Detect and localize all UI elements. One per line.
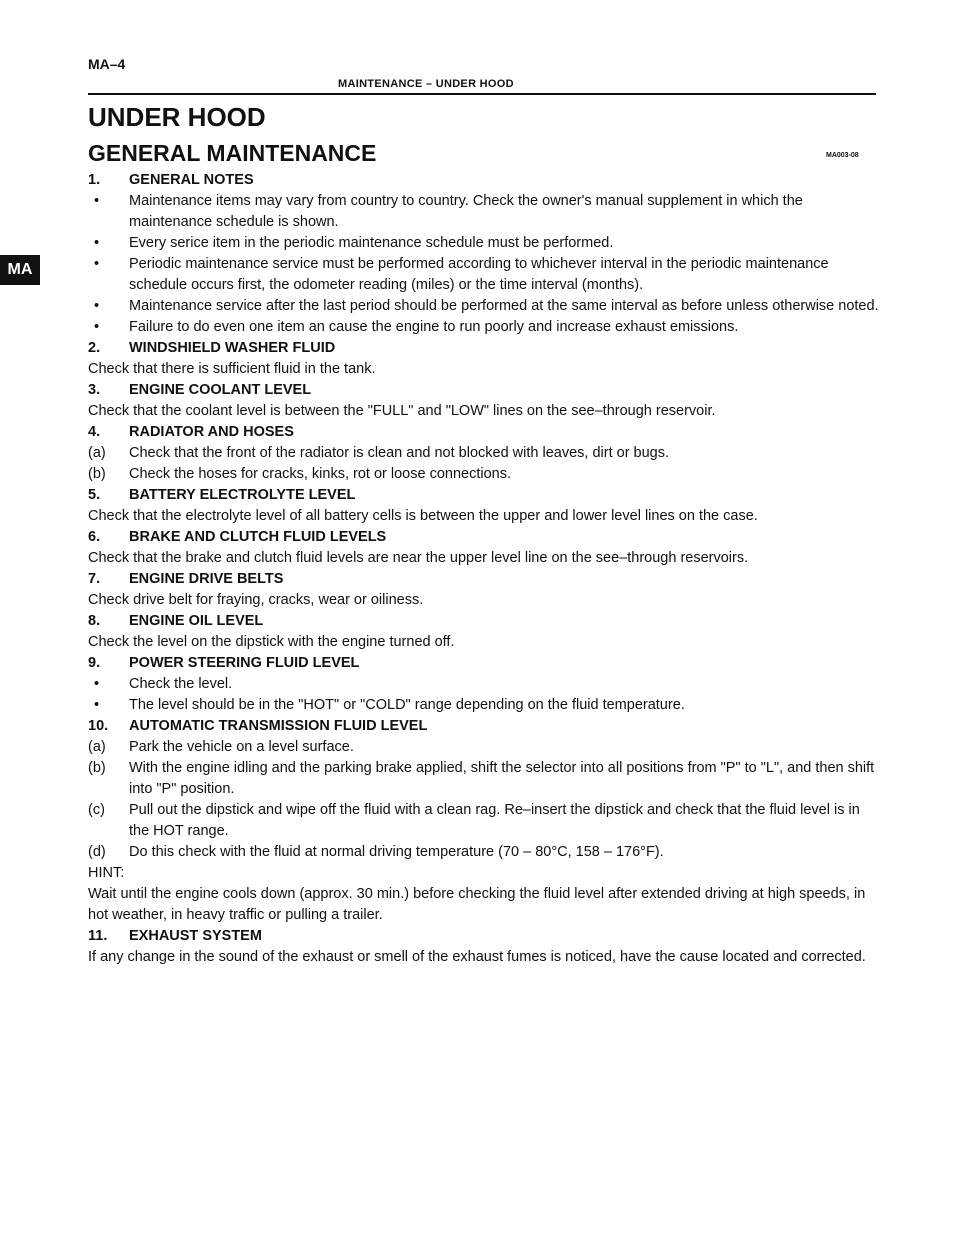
section-text: Check that the brake and clutch fluid levels are near the upper level line on the see–through reservoirs. xyxy=(88,550,749,566)
sub-item-mark: (a) xyxy=(88,739,106,755)
sub-item-mark: (b) xyxy=(88,760,106,776)
sub-item: (a) Park the vehicle on a level surface. xyxy=(88,737,880,758)
section-number: 11. xyxy=(88,928,108,944)
section-text: Check that the coolant level is between the "FULL" and "LOW" lines on the see–through reservoir. xyxy=(88,403,716,419)
section-text: If any change in the sound of the exhaust or smell of the exhaust fumes is noticed, have the cause located and corrected. xyxy=(88,949,866,965)
section-heading xyxy=(88,527,880,548)
bullet-item: • Maintenance items may vary from country to country. Check the owner's manual supplement in which the maintenance schedule is shown. xyxy=(88,191,880,233)
sub-item-mark: (b) xyxy=(88,466,106,482)
bullet-item: • Failure to do even one item an cause the engine to run poorly and increase exhaust emissions. xyxy=(88,317,880,338)
bullet-icon: • xyxy=(94,676,100,692)
bullet-item: • Check the level. xyxy=(88,674,880,695)
section-text: Check drive belt for fraying, cracks, wear or oiliness. xyxy=(88,592,424,608)
section-heading xyxy=(88,170,880,191)
section-title: WINDSHIELD WASHER FLUID xyxy=(129,340,336,356)
section-heading xyxy=(88,422,880,443)
sub-item: (b) Check the hoses for cracks, kinks, rot or loose connections. xyxy=(88,464,880,485)
hint-text: Wait until the engine cools down (approx. 30 min.) before checking the fluid level after extended driving at high speeds, in hot weather, in heavy traffic or pulling a trailer. xyxy=(88,886,866,923)
bullet-icon: • xyxy=(94,319,100,335)
bullet-icon: • xyxy=(94,235,100,251)
sub-item-mark: (d) xyxy=(88,844,106,860)
bullet-icon: • xyxy=(94,193,100,209)
section-heading xyxy=(88,569,880,590)
bullet-icon: • xyxy=(94,697,100,713)
section-number: 7. xyxy=(88,571,101,587)
section-number: 9. xyxy=(88,655,101,671)
section-number: 10. xyxy=(88,718,109,734)
hint-label: HINT: xyxy=(88,865,125,881)
page-title: UNDER HOOD xyxy=(88,102,266,132)
sub-item-mark: (c) xyxy=(88,802,105,818)
section-heading xyxy=(88,380,880,401)
document-code: MA003-08 xyxy=(826,152,859,159)
sub-item: (a) Check that the front of the radiator is clean and not blocked with leaves, dirt or bugs. xyxy=(88,443,880,464)
section-title: BRAKE AND CLUTCH FLUID LEVELS xyxy=(129,529,387,545)
sub-item-mark: (a) xyxy=(88,445,106,461)
section-number: 6. xyxy=(88,529,101,545)
section-text: Check the level on the dipstick with the engine turned off. xyxy=(88,634,455,650)
bullet-icon: • xyxy=(94,298,100,314)
section-number: 4. xyxy=(88,424,101,440)
sub-item: (b) With the engine idling and the parking brake applied, shift the selector into all positions from "P" to "L", and then shift into "P" position. xyxy=(88,758,880,800)
document-body xyxy=(88,100,880,968)
section-number: 5. xyxy=(88,487,101,503)
section-title: EXHAUST SYSTEM xyxy=(129,928,262,944)
section-heading xyxy=(88,338,880,359)
section-title: BATTERY ELECTROLYTE LEVEL xyxy=(129,487,356,503)
page-subtitle: GENERAL MAINTENANCE xyxy=(88,140,377,166)
section-text: Check that the electrolyte level of all battery cells is between the upper and lower level lines on the case. xyxy=(88,508,758,524)
section-heading xyxy=(88,611,880,632)
section-title: ENGINE COOLANT LEVEL xyxy=(129,382,312,398)
section-title: AUTOMATIC TRANSMISSION FLUID LEVEL xyxy=(129,718,428,734)
section-heading xyxy=(88,485,880,506)
section-number: 2. xyxy=(88,340,101,356)
section-title: RADIATOR AND HOSES xyxy=(129,424,294,440)
bullet-item: • Every serice item in the periodic maintenance schedule must be performed. xyxy=(88,233,880,254)
header-rule xyxy=(88,93,876,95)
section-title: POWER STEERING FLUID LEVEL xyxy=(129,655,360,671)
bullet-item: • Maintenance service after the last period should be performed at the same interval as before unless otherwise noted. xyxy=(88,296,880,317)
section-number: 8. xyxy=(88,613,101,629)
running-head: MAINTENANCE – UNDER HOOD xyxy=(338,78,514,90)
section-heading xyxy=(88,716,880,737)
section-title: GENERAL NOTES xyxy=(129,172,254,188)
section-title: ENGINE OIL LEVEL xyxy=(129,613,264,629)
section-number: 1. xyxy=(88,172,101,188)
bullet-item: • Periodic maintenance service must be performed according to whichever interval in the periodic maintenance schedule occurs first, the odometer reading (miles) or the time interval (months). xyxy=(88,254,880,296)
bullet-item: • The level should be in the "HOT" or "COLD" range depending on the fluid temperature. xyxy=(88,695,880,716)
section-number: 3. xyxy=(88,382,101,398)
bullet-icon: • xyxy=(94,256,100,272)
sub-item: (c) Pull out the dipstick and wipe off the fluid with a clean rag. Re–insert the dipstick and check that the fluid level is in the HOT range. xyxy=(88,800,880,842)
section-text: Check that there is sufficient fluid in the tank. xyxy=(88,361,376,377)
sub-item: (d) Do this check with the fluid at normal driving temperature (70 – 80°C, 158 – 176°F). xyxy=(88,842,880,863)
section-heading xyxy=(88,926,880,947)
page-number: MA–4 xyxy=(88,56,126,72)
section-heading xyxy=(88,653,880,674)
section-tab: MA xyxy=(0,255,40,285)
section-title: ENGINE DRIVE BELTS xyxy=(129,571,284,587)
